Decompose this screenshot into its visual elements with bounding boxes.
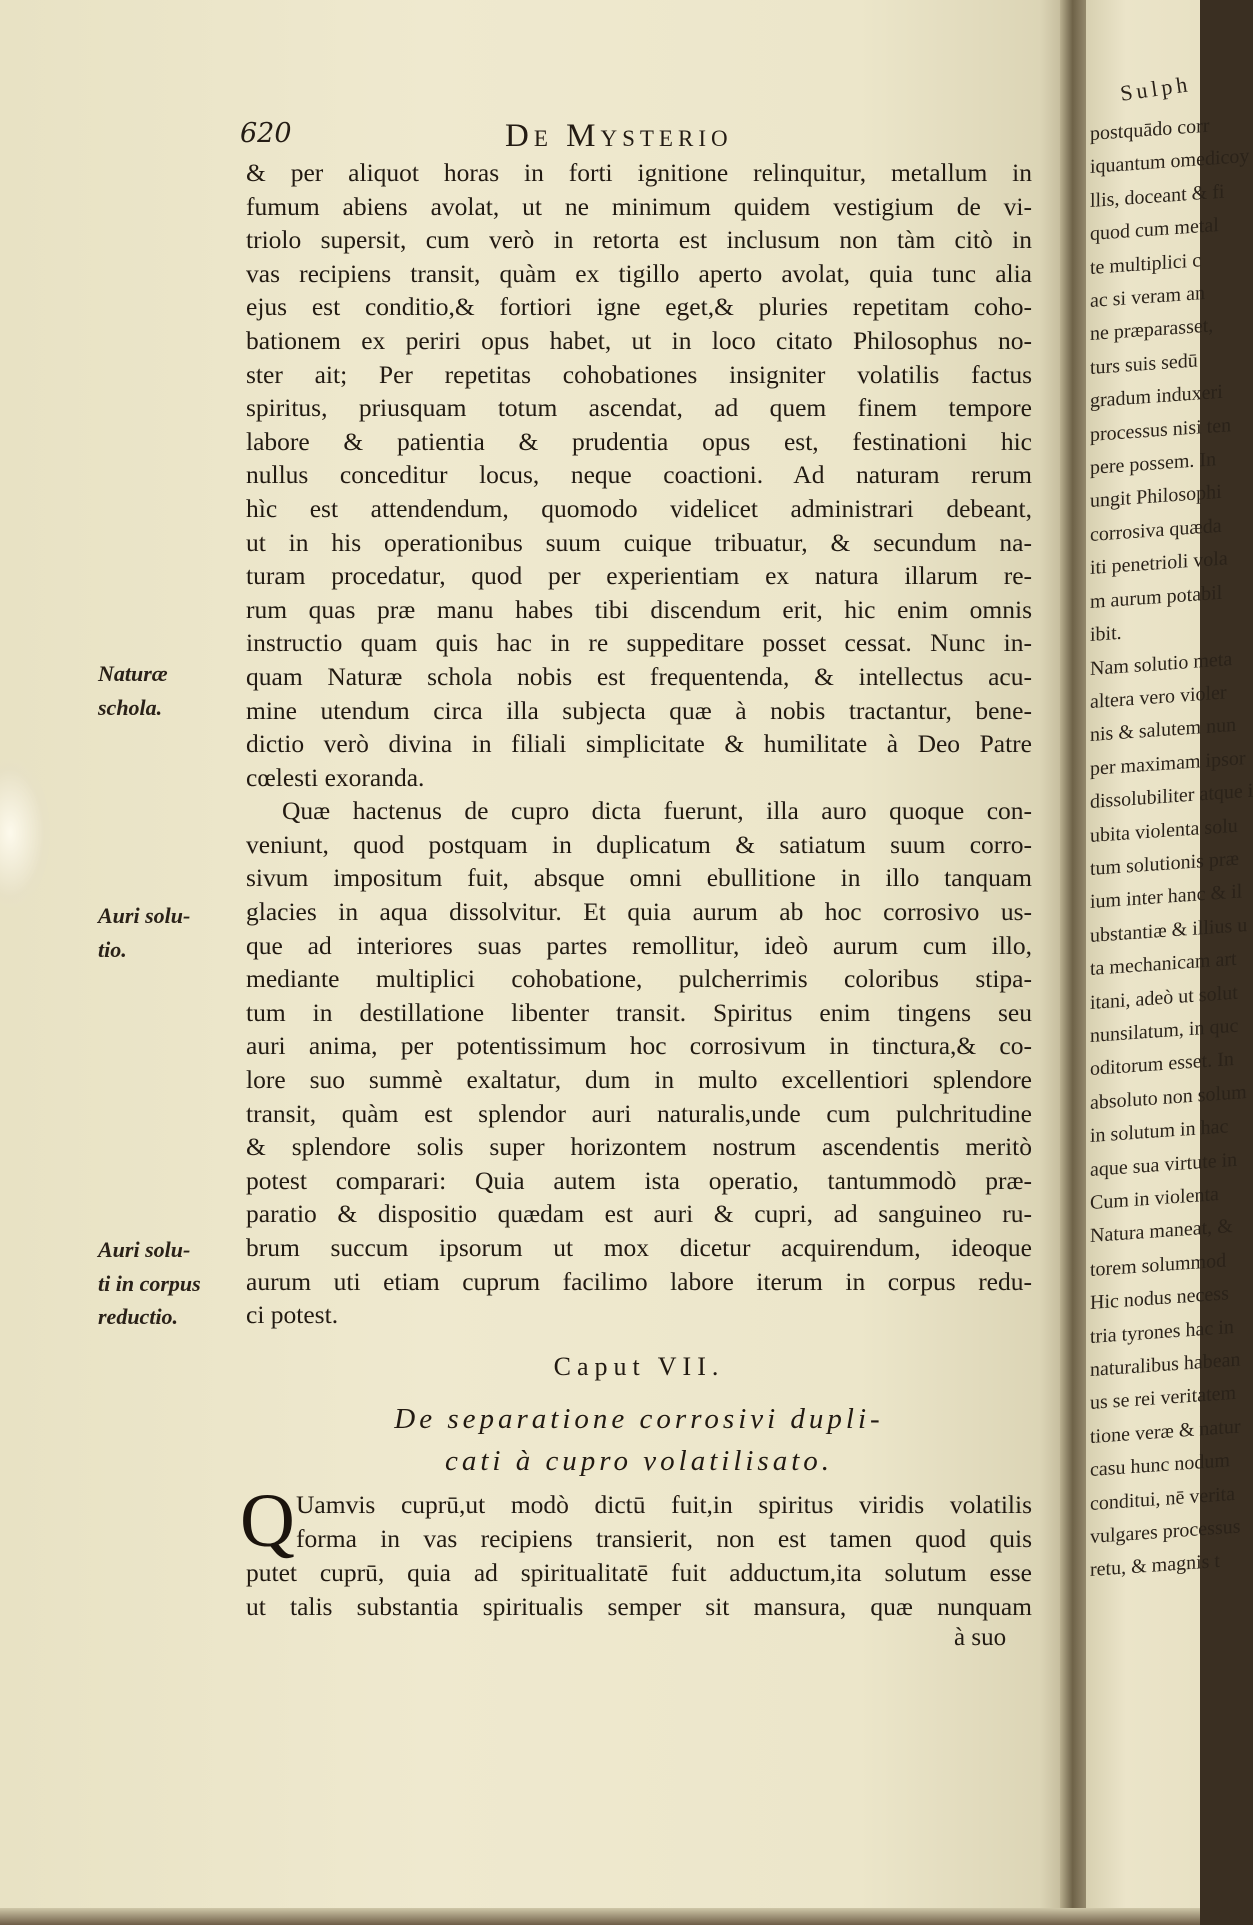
facing-text-line: ibit. — [1090, 621, 1122, 647]
drop-cap: Q — [240, 1479, 295, 1563]
facing-text-line: turs suis sedū — [1090, 349, 1198, 379]
text-line: forma in vas recipiens transierit, non est tamen quod quis — [296, 1524, 1032, 1553]
text-line: brum succum ipsorum ut mox dicetur acquirendum, ideoque — [246, 1233, 1032, 1262]
facing-text-line: absoluto non solum — [1090, 1080, 1247, 1114]
facing-text-line: Hic nodus necess — [1090, 1282, 1229, 1315]
facing-text-line: gradum induxeri — [1090, 380, 1223, 413]
text-line: que ad interiores suas partes remollitur, ideò aurum cum illo, — [246, 930, 1032, 960]
text-line: turam procedatur, quod per experientiam ex natura illarum re- — [246, 561, 1032, 591]
text-line: vas recipiens transit, quàm ex tigillo aperto avolat, quia tunc alia — [246, 258, 1032, 288]
text-line: tum in destillatione libenter transit. Spiritus enim tingens seu — [246, 997, 1032, 1027]
facing-page — [1086, 0, 1253, 1925]
facing-text-line: nunsilatum, in quc — [1090, 1014, 1239, 1047]
text-line: triolo supersit, cum verò in retorta est inclusum non tàm citò in — [246, 225, 1032, 255]
text-line: Quæ hactenus de cupro dicta fuerunt, illa auro quoque con- — [282, 796, 1032, 826]
text-line: aurum uti etiam cuprum facilimo labore iterum in corpus redu- — [246, 1266, 1032, 1296]
facing-text-line: iti penetrioli vola — [1090, 547, 1228, 580]
facing-text-line: altera vero violer — [1090, 681, 1227, 713]
text-line: potest comparari: Quia autem ista operatio, tantummodò præ- — [246, 1165, 1032, 1195]
text-line: ci potest. — [246, 1300, 339, 1330]
text-line: transit, quàm est splendor auri naturalis,unde cum pulchritudine — [246, 1098, 1032, 1128]
facing-text-line: ium inter hanc & il — [1090, 880, 1243, 914]
margin-note: Naturæ schola. — [98, 661, 168, 720]
chapter-number: Caput VII. — [553, 1352, 725, 1381]
chapter-title-line: De separatione corrosivi dupli- — [394, 1403, 884, 1435]
facing-text-line: conditui, nē verita — [1090, 1482, 1235, 1515]
facing-text-line: tria tyrones hac in — [1090, 1315, 1234, 1348]
facing-text-line: corrosiva quæda — [1090, 514, 1222, 546]
facing-text-line: ne præparasset, — [1090, 314, 1214, 346]
text-line: & splendore solis super horizontem nostrum ascendentis meritò — [246, 1132, 1032, 1162]
margin-note: Auri solu- tio. — [98, 903, 191, 962]
facing-text-line: te multiplici c — [1090, 248, 1202, 279]
text-line: instructio quam quis hac in re suppeditare posset cessat. Nunc in- — [246, 628, 1032, 658]
facing-text-line: nis & salutem nun — [1090, 714, 1237, 747]
chapter-text — [240, 1479, 1032, 1624]
facing-text-line: vulgares processus — [1090, 1515, 1241, 1549]
facing-text-line: ubita violenta solu — [1090, 814, 1238, 847]
text-line: fumum abiens avolat, ut ne minimum quidem vestigium de vi- — [246, 191, 1032, 221]
text-line: paratio & dispositio quædam est auri & cupri, ad sanguineo ru- — [246, 1199, 1032, 1229]
book-gutter — [1060, 0, 1088, 1925]
text-line: & per aliquot horas in forti ignitione relinquitur, metallum in — [246, 158, 1032, 187]
page-number: 620 — [240, 118, 292, 149]
text-line: Uamvis cuprū,ut modò dictū fuit,in spiritus viridis volatilis — [296, 1490, 1032, 1519]
chapter-title — [246, 1398, 1032, 1482]
margin-note: Auri solu- ti in corpus reductio. — [98, 1237, 201, 1330]
text-line: labore & patientia & prudentia opus est, festinationi hic — [246, 426, 1032, 456]
facing-text-line: llis, doceant & fi — [1090, 180, 1225, 212]
facing-text-line: Natura maneat, & — [1090, 1215, 1233, 1248]
facing-text-line: us se rei veritatem — [1090, 1382, 1237, 1415]
facing-text-line: ubstantiæ & illius u — [1090, 913, 1248, 947]
paper-stain — [0, 758, 50, 908]
text-line: glacies in aqua dissolvitur. Et quia aurum ab hoc corrosivo us- — [246, 897, 1032, 927]
text-line: auri anima, per potentissimum hoc corrosivum in tinctura,& co- — [246, 1031, 1032, 1061]
text-line: cœlesti exoranda. — [246, 762, 425, 792]
facing-text-line: ac si veram an — [1090, 281, 1205, 313]
page-edge-bottom — [0, 1908, 1200, 1925]
facing-page-head: Sulph — [1118, 71, 1193, 106]
text-line: mine utendum circa illa subjecta quæ à nobis tractantur, bene- — [246, 695, 1032, 725]
facing-text-line: tum solutionis præ — [1090, 847, 1239, 880]
facing-page-text — [1090, 107, 1253, 1588]
text-line: bationem ex periri opus habet, ut in loco citato Philosophus no- — [246, 325, 1032, 355]
facing-text-line: Nam solutio meta — [1090, 647, 1233, 680]
facing-text-line: quod cum metal — [1090, 214, 1219, 246]
facing-text-line: ungit Philosophi — [1090, 481, 1222, 513]
text-line: hìc est attendendum, quomodo videlicet administrari debeant, — [246, 493, 1032, 523]
chapter-title-line: cati à cupro volatilisato. — [444, 1445, 834, 1477]
facing-text-line: torem solummod — [1090, 1249, 1227, 1281]
facing-text-line: retu, & magnis t — [1090, 1550, 1220, 1582]
text-line: rum quas præ manu habes tibi discendum erit, hic enim omnis — [246, 594, 1032, 624]
text-line: mediante multiplici cohobatione, pulcherrimis coloribus stipa- — [246, 964, 1032, 994]
catchword: à suo — [954, 1624, 1007, 1651]
facing-text-line: naturalibus habean — [1090, 1348, 1241, 1382]
text-line: nullus conceditur locus, neque coactioni. Ad naturam rerum — [246, 460, 1032, 490]
text-line: ejus est conditio,& fortiori igne eget,& pluries repetitam coho- — [246, 292, 1032, 322]
facing-text-line: pere possem. In — [1090, 448, 1217, 480]
running-title: De Mysterio — [505, 118, 733, 154]
facing-text-line: per maximam ipsor — [1090, 746, 1246, 780]
facing-text-line: dissolubiliter atque i — [1090, 779, 1253, 814]
facing-text-line: itani, adeò ut solut — [1090, 981, 1238, 1014]
text-line: ut talis substantia spiritualis semper sit mansura, quæ nunquam — [246, 1592, 1032, 1621]
facing-text-line: casu hunc nodum — [1090, 1449, 1230, 1482]
facing-text-line: m aurum potabil — [1090, 581, 1223, 613]
facing-text-line: postquādo corr — [1090, 114, 1210, 145]
facing-text-line: iquantum omedicoy — [1090, 145, 1250, 179]
text-line: ut in his operationibus suum cuique tribuatur, & secundum na- — [246, 527, 1032, 557]
facing-text-line: aque sua virtute in — [1090, 1148, 1238, 1181]
text-line: ster ait; Per repetitas cohobationes insigniter volatilis factus — [246, 359, 1032, 389]
facing-text-line: ta mechanicam art — [1090, 947, 1237, 981]
text-line: spiritus, priusquam totum ascendat, ad quem finem tempore — [246, 393, 1032, 423]
facing-text-line: tione veræ & natur — [1090, 1415, 1241, 1448]
text-line: dictio verò divina in filiali simplicitate & humilitate à Deo Patre — [246, 729, 1032, 759]
text-line: putet cuprū, quia ad spiritualitatē fuit adductum,ita solutum esse — [246, 1558, 1032, 1587]
text-line: sivum impositum fuit, absque omni ebullitione in illo tanquam — [246, 863, 1032, 893]
running-head — [240, 118, 800, 158]
facing-text-line: oditorum esset. In — [1090, 1048, 1234, 1081]
text-line: veniunt, quod postquam in duplicatum & satiatum suum corro- — [246, 829, 1032, 859]
body-text — [246, 156, 1032, 1332]
facing-text-line: processus nisi ten — [1090, 413, 1232, 446]
facing-text-line: in solutum in hac — [1090, 1115, 1229, 1148]
text-line: quam Naturæ schola nobis est frequentenda, & intellectus acu- — [246, 661, 1032, 691]
text-line: lore suo summè exaltatur, dum in multo excellentiori splendore — [246, 1065, 1032, 1095]
facing-text-line: Cum in violenta — [1090, 1182, 1219, 1214]
